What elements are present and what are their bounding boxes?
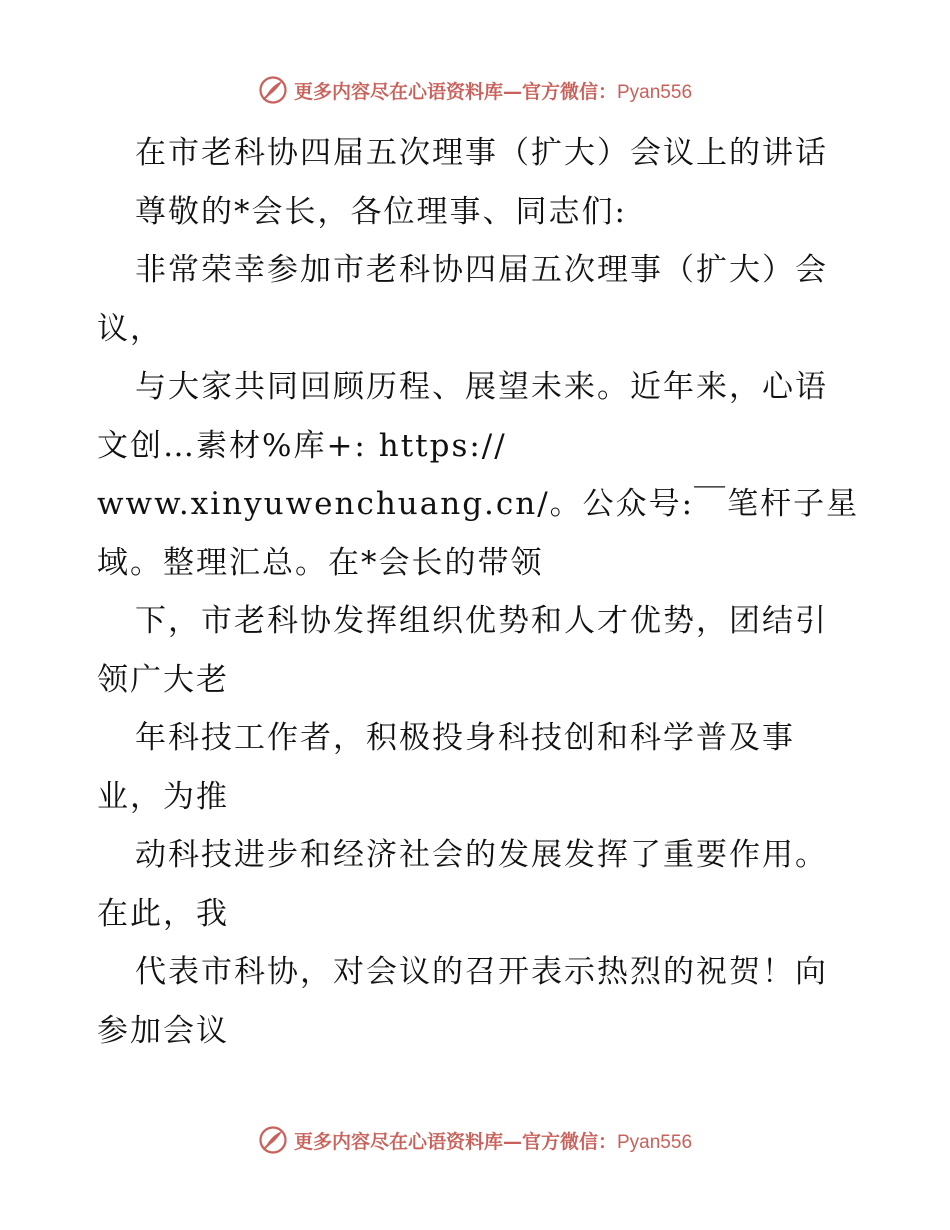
paragraph-line: 在此，我 [97,895,229,932]
footer-watermark-banner [0,1120,950,1160]
paragraph-line: 领广大老 [97,661,229,698]
header-wechat-handle: Pyan556 [617,81,693,103]
paragraph-line: www.xinyuwenchuang.cn/。公众号:￣笔杆子星 [97,486,860,522]
document-body [97,124,860,1060]
paragraph-line: 代表市科协，对会议的召开表示热烈的祝贺！向 [135,954,828,990]
paragraph-line: 议， [97,310,163,347]
header-watermark-banner [0,70,950,110]
paragraph-line: 业，为推 [97,778,229,815]
quill-logo-icon [258,75,288,105]
speech-title: 在市老科协四届五次理事（扩大）会议上的讲话 [135,135,828,171]
footer-banner-text: 更多内容尽在心语资料库—官方微信：Pyan556 [293,1130,693,1153]
paragraph-line: 域。整理汇总。在*会长的带领 [97,544,544,581]
footer-wechat-handle: Pyan556 [617,1131,693,1153]
paragraph-line: 下，市老科协发挥组织优势和人才优势，团结引 [135,603,828,639]
header-banner-text: 更多内容尽在心语资料库—官方微信：Pyan556 [293,80,693,103]
salutation: 尊敬的*会长，各位理事、同志们: [135,193,627,230]
paragraph-line: 年科技工作者，积极投身科技创和科学普及事 [135,720,795,756]
paragraph-line: 文创…素材%库+: https:// [97,427,507,464]
paragraph-line: 非常荣幸参加市老科协四届五次理事（扩大）会 [135,252,828,288]
paragraph-line: 参加会议 [97,1012,229,1049]
paragraph-line: 与大家共同回顾历程、展望未来。近年来，心语 [135,369,828,405]
paragraph-line: 动科技进步和经济社会的发展发挥了重要作用。 [135,837,828,873]
quill-logo-icon [258,1125,288,1155]
